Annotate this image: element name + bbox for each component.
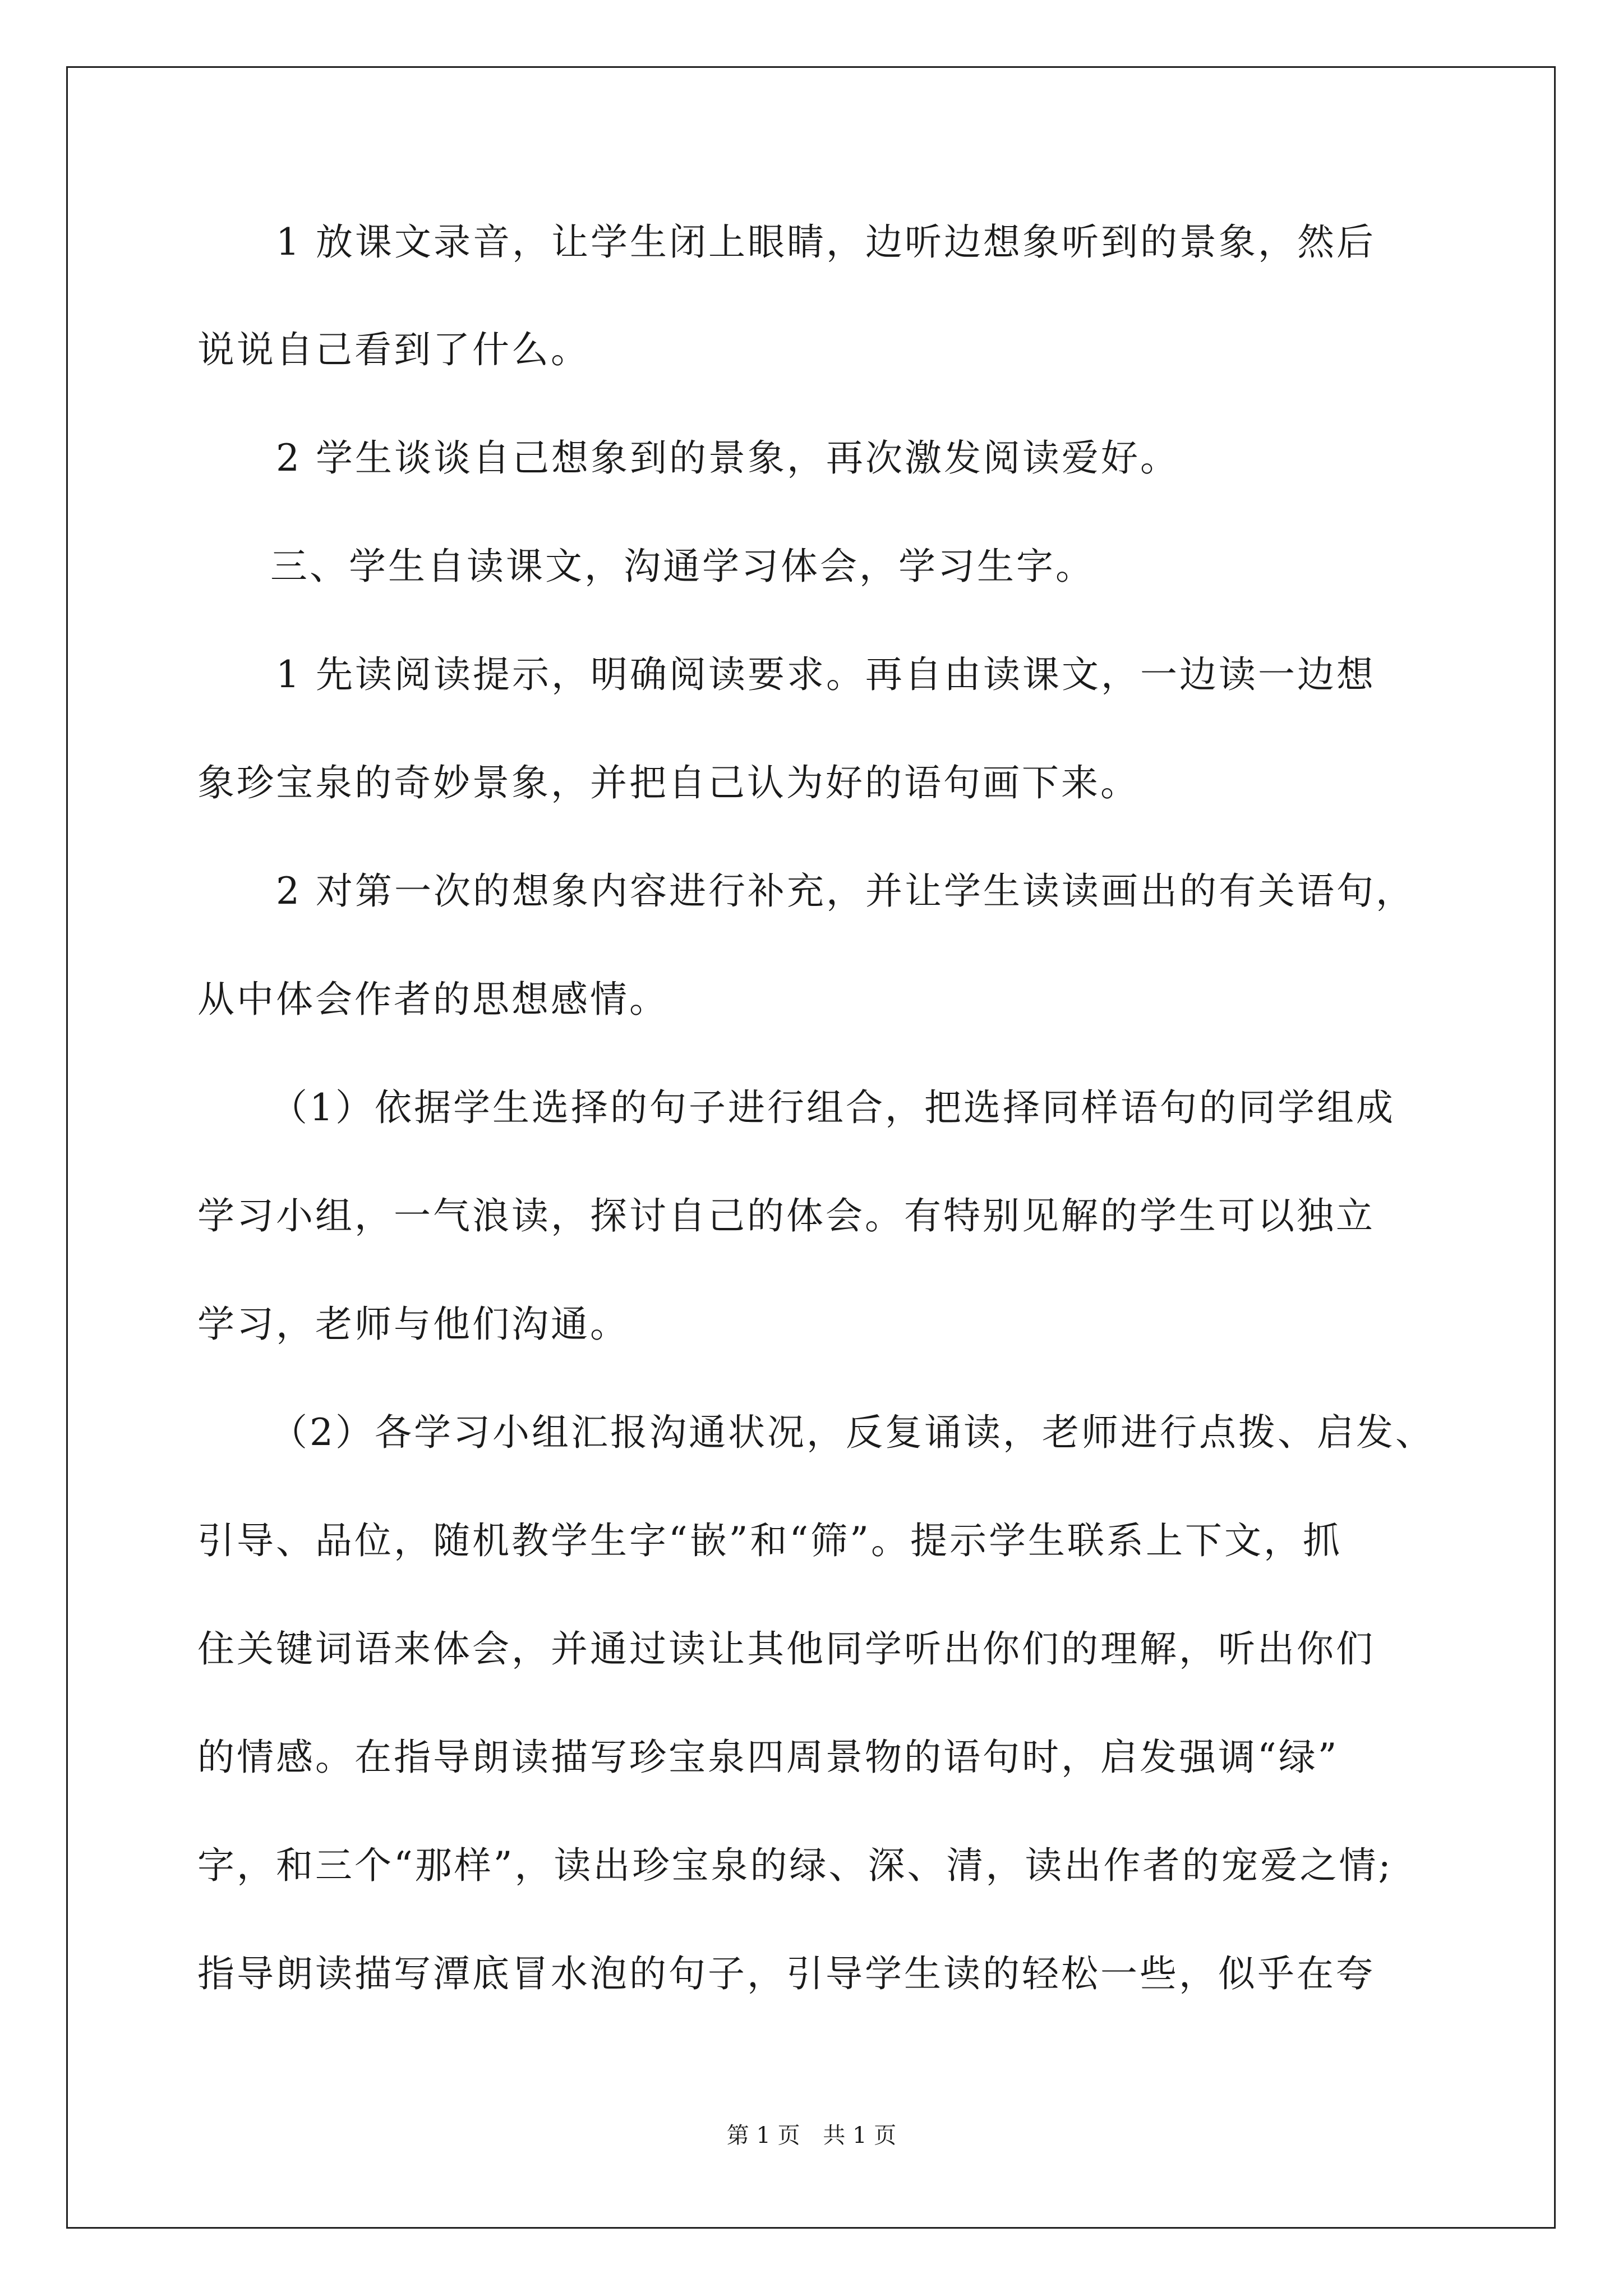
paragraph-line: 从中体会作者的思想感情。 — [197, 978, 668, 1021]
paragraph-line: （2）各学习小组汇报沟通状况，反复诵读，老师进行点拨、启发、 — [270, 1411, 1435, 1454]
page-total: 共 1 页 — [823, 2123, 897, 2148]
paragraph-line: 字，和三个“那样”，读出珍宝泉的绿、深、清，读出作者的宠爱之情; — [197, 1844, 1393, 1887]
paragraph-line: 象珍宝泉的奇妙景象，并把自己认为好的语句画下来。 — [197, 761, 1140, 804]
paragraph-line: 说说自己看到了什么。 — [197, 328, 590, 371]
page-footer — [0, 2122, 1623, 2150]
paragraph-line: 指导朗读描写潭底冒水泡的句子，引导学生读的轻松一些，似乎在夸 — [197, 1952, 1375, 1995]
page-border — [66, 66, 1556, 2229]
paragraph-line: 学习小组，一气浪读，探讨自己的体会。有特别见解的学生可以独立 — [197, 1194, 1375, 1237]
paragraph-line: 2 对第一次的想象内容进行补充，并让学生读读画出的有关语句， — [276, 869, 1415, 913]
paragraph-line: 的情感。在指导朗读描写珍宝泉四周景物的语句时，启发强调“绿” — [197, 1736, 1339, 1779]
paragraph-line: 引导、品位，随机教学生字“嵌”和“筛”。提示学生联系上下文，抓 — [197, 1519, 1342, 1562]
section-heading: 三、学生自读课文，沟通学习体会，学习生字。 — [270, 545, 1095, 588]
paragraph-line: 住关键词语来体会，并通过读让其他同学听出你们的理解，听出你们 — [197, 1627, 1375, 1671]
paragraph-line: 1 先读阅读提示，明确阅读要求。再自由读课文，一边读一边想 — [276, 653, 1376, 696]
page-number: 第 1 页 — [726, 2123, 800, 2148]
paragraph-line: 2 学生谈谈自己想象到的景象，再次激发阅读爱好。 — [276, 436, 1179, 480]
paragraph-line: 1 放课文录音，让学生闭上眼睛，边听边想象听到的景象，然后 — [276, 220, 1376, 264]
paragraph-line: （1）依据学生选择的句子进行组合，把选择同样语句的同学组成 — [270, 1086, 1395, 1129]
paragraph-line: 学习，老师与他们沟通。 — [197, 1303, 629, 1346]
